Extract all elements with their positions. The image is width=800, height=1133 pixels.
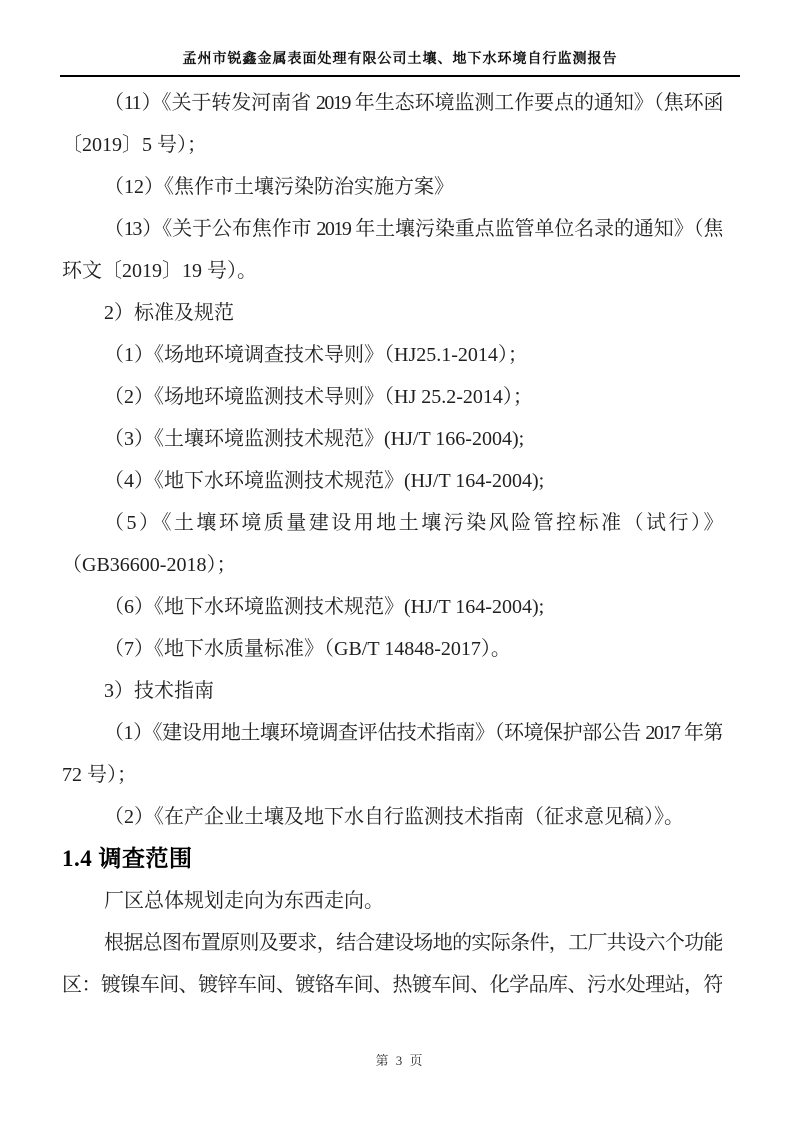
doc-line: （13）《关于公布焦作市 2019 年土壤污染重点监管单位名录的通知》（焦: [104, 218, 722, 240]
doc-line: 3）技术指南: [104, 680, 214, 702]
doc-line: （1）《场地环境调查技术导则》（HJ25.1-2014）；: [104, 344, 528, 366]
doc-line: （11）《关于转发河南省 2019 年生态环境监测工作要点的通知》（焦环函: [104, 92, 722, 114]
running-header-title: 孟州市锐鑫金属表面处理有限公司土壤、地下水环境自行监测报告: [182, 52, 618, 67]
doc-line: 〔2019〕5 号）；: [62, 134, 207, 156]
doc-line: 环文〔2019〕19 号）。: [62, 260, 257, 282]
page-number: 第 3 页: [375, 1053, 425, 1068]
doc-line: （1）《建设用地土壤环境调查评估技术指南》（环境保护部公告 2017 年第: [104, 722, 722, 744]
doc-line: （2）《在产企业土壤及地下水自行监测技术指南（征求意见稿）》。: [104, 806, 684, 828]
doc-line: 根据总图布置原则及要求，结合建设场地的实际条件，工厂共设六个功能: [104, 932, 722, 954]
doc-line: （6）《地下水环境监测技术规范》(HJ/T 164-2004);: [104, 596, 545, 618]
doc-line: （7）《地下水质量标准》（GB/T 14848-2017）。: [104, 638, 511, 660]
doc-line: （2）《场地环境监测技术导则》（HJ 25.2-2014）；: [104, 386, 533, 408]
doc-line: （4）《地下水环境监测技术规范》(HJ/T 164-2004);: [104, 470, 545, 492]
doc-line: （3）《土壤环境监测技术规范》(HJ/T 166-2004);: [104, 428, 525, 450]
doc-line: （12）《焦作市土壤污染防治实施方案》: [104, 176, 454, 198]
doc-line: 2）标准及规范: [104, 302, 234, 324]
doc-line: （GB36600-2018）；: [62, 554, 237, 576]
doc-line: 厂区总体规划走向为东西走向。: [104, 890, 384, 912]
doc-line: 72 号）；: [62, 764, 137, 786]
document-body: [62, 82, 722, 1006]
section-heading: 1.4 调查范围: [62, 846, 193, 871]
doc-line: （5）《土壤环境质量建设用地土壤污染风险管控标准（试行）》: [104, 512, 722, 534]
header-divider: [60, 75, 740, 77]
doc-line: 区：镀镍车间、镀锌车间、镀铬车间、热镀车间、化学品库、污水处理站，符: [62, 974, 722, 996]
